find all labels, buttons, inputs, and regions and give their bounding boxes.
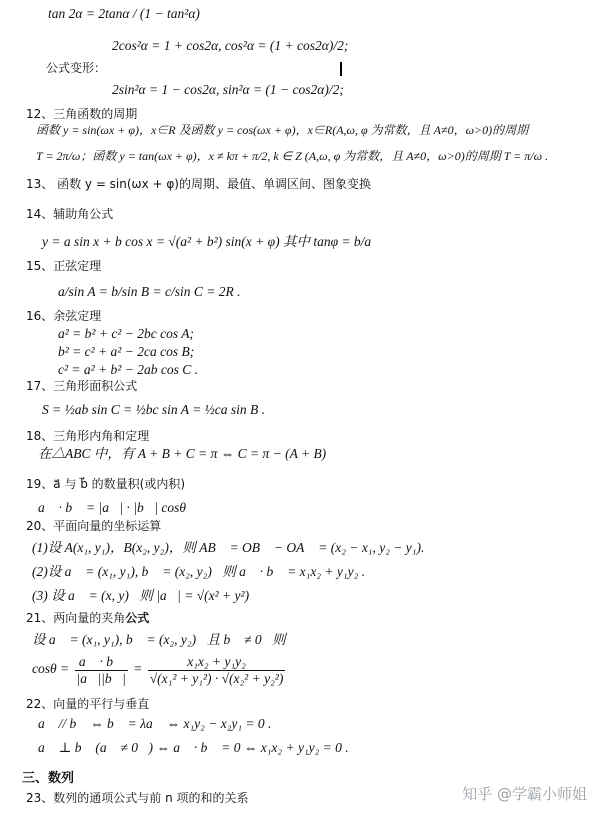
parallel-condition: a⃗ // b⃗ ⇔ b⃗ = λa⃗ ⇔ x₁y₂ − x₂y₁ = 0 . <box>38 716 272 731</box>
coordinate-op-1: (1)设 A(x₁, y₁)，B(x₂, y₂)，则 AB⃗ = OB⃗ − OA⃗ = (x₂ − x₁, y₂ − y₁). <box>32 540 425 555</box>
heading-21-text: 21、两向量的夹角 <box>26 611 126 625</box>
fraction-vectors-numerator: a⃗ · b⃗ <box>75 654 128 671</box>
heading-19: 19、a⃗ 与 b⃗ 的数量积(或内积) <box>26 477 186 491</box>
text-cursor <box>340 62 342 76</box>
auxiliary-angle-formula: y = a sin x + b cos x = √(a² + b²) sin(x + φ) 其中 tanφ = b/a <box>42 234 372 249</box>
heading-16: 16、余弦定理 <box>26 309 102 323</box>
heading-21 <box>26 612 149 626</box>
angle-cosine-formula <box>32 654 287 686</box>
coordinate-op-3: (3) 设 a⃗ = (x, y)，则 |a⃗| = √(x² + y²) <box>32 588 250 603</box>
heading-12: 12、三角函数的周期 <box>26 107 138 121</box>
heading-15: 15、正弦定理 <box>26 259 102 273</box>
triangle-area-formula: S = ½ab sin C = ½bc sin A = ½ca sin B . <box>42 402 265 417</box>
sin-square-formula: 2sin²α = 1 − cos2α, sin²α = (1 − cos2α)/2; <box>112 82 344 97</box>
cosine-law-c: c² = a² + b² − 2ab cos C . <box>58 362 198 377</box>
formula-transform-label: 公式变形： <box>46 61 107 75</box>
angle-sum-theorem: 在△ABC 中，有 A + B + C = π ⇔ C = π − (A + B) <box>38 446 327 461</box>
period-text-1: 函数 y = sin(ωx + φ)，x∈R 及函数 y = cos(ωx + φ)，x∈R(A,ω, φ 为常数，且 A≠0，ω>0)的周期 <box>36 123 529 137</box>
heading-18: 18、三角形内角和定理 <box>26 429 150 443</box>
angle-condition: 设 a⃗ = (x₁, y₁), b⃗ = (x₂, y₂)，且 b⃗ ≠ 0，则 <box>32 632 286 647</box>
fraction-coordinates-numerator: x₁x₂ + y₁y₂ <box>148 654 286 671</box>
sine-law-formula: a/sin A = b/sin B = c/sin C = 2R . <box>58 284 241 299</box>
cos-square-formula: 2cos²α = 1 + cos2α, cos²α = (1 + cos2α)/2; <box>112 38 349 53</box>
cos-theta-lhs: cosθ = <box>32 661 73 677</box>
fraction-vectors-denominator: |a⃗||b⃗| <box>76 670 126 686</box>
watermark: 知乎 @学霸小师姐 <box>462 785 587 803</box>
fraction-coordinates <box>148 654 286 686</box>
heading-21-bold: 公式 <box>125 611 150 625</box>
heading-13: 13、 函数 y = sin(ωx + φ)的周期、最值、单调区间、图象变换 <box>26 177 371 191</box>
cosine-law-a: a² = b² + c² − 2bc cos A; <box>58 326 194 341</box>
fraction-coordinates-denominator: √(x₁² + y₁²) · √(x₂² + y₂²) <box>149 670 284 686</box>
fraction-vectors <box>75 654 128 686</box>
dot-product-formula: a⃗ · b⃗ = |a⃗| · |b⃗| cosθ <box>38 500 186 515</box>
heading-23: 23、数列的通项公式与前 n 项的和的关系 <box>26 791 249 805</box>
section-sequences: 三、数列 <box>22 771 75 786</box>
heading-14: 14、辅助角公式 <box>26 207 114 221</box>
cosine-law-b: b² = c² + a² − 2ca cos B; <box>58 344 195 359</box>
equals-sign: = <box>129 661 146 677</box>
coordinate-op-2: (2)设 a⃗ = (x₁, y₁), b⃗ = (x₂, y₂)，则 a⃗ · b⃗ = x₁x₂ + y₁y₂ . <box>32 564 366 579</box>
period-text-2: T = 2π/ω；函数 y = tan(ωx + φ)，x ≠ kπ + π/2, k ∈ Z (A,ω, φ 为常数，且 A≠0，ω>0)的周期 T = π/ω . <box>36 149 549 163</box>
perpendicular-condition: a⃗ ⊥ b⃗ (a⃗ ≠ 0⃗) ⇔ a⃗ · b⃗ = 0 ⇔ x₁x₂ + y₁y₂ = 0 . <box>38 740 349 755</box>
heading-22: 22、向量的平行与垂直 <box>26 697 150 711</box>
heading-20: 20、平面向量的坐标运算 <box>26 519 162 533</box>
heading-17: 17、三角形面积公式 <box>26 379 138 393</box>
tan-double-angle-formula: tan 2α = 2tanα / (1 − tan²α) <box>48 6 200 21</box>
